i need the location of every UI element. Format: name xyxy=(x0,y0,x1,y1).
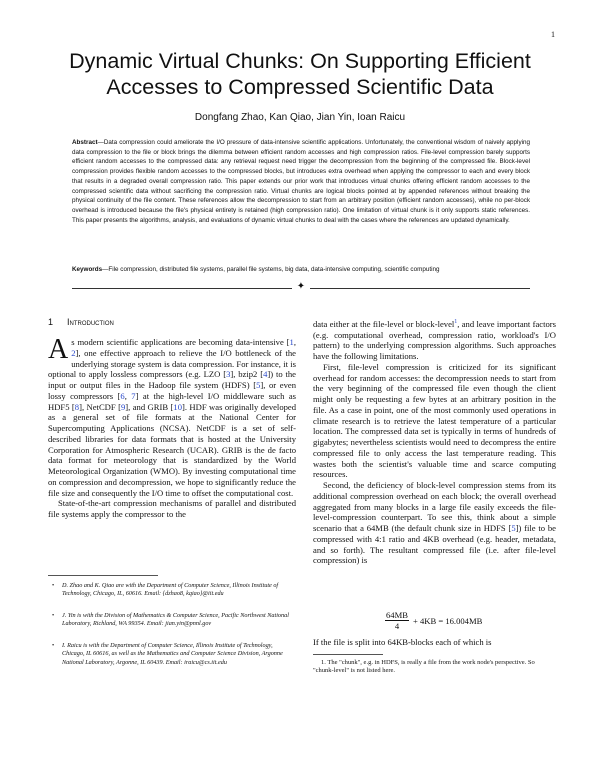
intro-paragraph-2: State-of-the-art compression mechanisms of parallel and distributed file systems apply the compressor to the xyxy=(48,498,296,519)
footnote xyxy=(313,659,556,676)
bullet-icon: • xyxy=(52,642,55,649)
affiliation-note xyxy=(52,642,296,667)
section-number: 1 xyxy=(48,317,54,327)
bullet-icon: • xyxy=(52,612,55,619)
equation-rest: + 4KB = 16.004MB xyxy=(412,615,483,626)
affiliation-text: I. Raicu is with the Department of Computer Science, Illinois Institute of Technology, Chicago, IL 60616, as well as the Mathematics and Computer Science Division, Argonne National Laboratory, Argonne, IL 60439. Email: iraicu@cs.iit.edu xyxy=(62,642,283,666)
abstract-text: —Data compression could ameliorate the I/O pressure of data-intensive scientific applications. Unfortunately, the conventional wisdom of naively applying data compression to the file or block brings the dilemma between efficient random accesses and high compression ratios. File-level compression barely supports efficient random accesses to the compressed data: any retrieval request need trigger the decompression from the beginning of the compressed file. Block-level compression provides flexible random accesses to the compressed blocks, but introduces extra overhead when applying the compressor to each and every block that results in a degraded overall compression ratio. This paper extends our prior work that introduces virtual chunks offering efficient random accesses to the compressed scientific data without sacrificing the compression ratio. Virtual chunks are logical blocks pointed at by appended references without breaking the physical continuity of the file content. These references allow the decompression to start from an arbitrary position (efficient random accesses), while no per-block overhead is introduced because the file's physical entirety is retained (high compression ratio). One limitation of virtual chunk is it only supports static references. This paper presents the algorithms, analysis, and evaluations of dynamic virtual chunks to deal with the cases where the references are updated dynamically. xyxy=(72,139,530,224)
section-title: Introduction xyxy=(67,317,114,327)
citation-link[interactable]: 6 xyxy=(120,390,125,401)
intro-p1-part: ], one effective approach to relieve the I/O bottleneck of the underlying storage system is data compression. For instance, it is optional to apply lossless compressors (e.g. LZO [ xyxy=(48,347,296,380)
citation-link[interactable]: 9 xyxy=(120,401,126,412)
abstract-label: Abstract xyxy=(72,139,98,146)
citation-link[interactable]: 5 xyxy=(256,380,261,390)
bullet-icon: • xyxy=(52,582,55,589)
equation-fraction xyxy=(385,610,409,631)
citation-link[interactable]: 8 xyxy=(74,401,80,412)
right-paragraph-2: First, file-level compression is criticized for its significant overhead for random accesses: the decompression needs to start from the very beginning of the compressed file even though the client might only be requesting a few bytes at an arbitrary position in the file. As a case in point, one of the most commonly used operations in climate research is to retrieve the latest temperature of a particular location. The compressed data set is typically in terms of hundreds of gigabytes; nevertheless scientists would need to decompress the entire compressed file to only access the last temperature reading. This wastes both the scientist's valuable time and scarce computing resources. xyxy=(313,361,556,480)
citation-link[interactable]: 2 xyxy=(71,347,76,358)
right-p3-text: ]) file to be compressed with 4:1 ratio and 4KB overhead (e.g. header, metadata, and so forth). The resultant compressed file (i.e. after file-level compression) is xyxy=(313,523,556,566)
equation-numerator: 64MB xyxy=(386,610,408,620)
footnote-rule xyxy=(48,575,158,576)
equation xyxy=(385,610,482,631)
citation-link[interactable]: 4 xyxy=(263,369,268,380)
intro-p1-part: , xyxy=(293,337,296,347)
author-list: Dongfang Zhao, Kan Qiao, Jian Yin, Ioan Raicu xyxy=(194,112,406,123)
intro-p1-part: ], or even lossy compressors [ xyxy=(48,380,296,401)
keywords-label: Keywords xyxy=(72,266,103,273)
citation-link[interactable]: 3 xyxy=(226,369,231,380)
right-footnote-rule xyxy=(313,654,383,655)
affiliation-text: J. Yin is with the Division of Mathematics & Computer Science, Pacific Northwest National Laboratory, Richland, WA 99354. Email: jian.yin@pnnl.gov xyxy=(62,612,289,628)
paper-title: Dynamic Virtual Chunks: On Supporting Efficient Accesses to Compressed Scientific Data xyxy=(69,49,531,99)
affiliation-note xyxy=(52,582,296,599)
intro-p1-part: ], bzip2 [ xyxy=(230,369,264,380)
intro-p1-part: ], NetCDF [ xyxy=(79,401,121,412)
keywords xyxy=(72,265,530,275)
divider-line-right xyxy=(310,288,530,289)
citation-link[interactable]: 10 xyxy=(173,401,182,412)
intro-p1-part: , xyxy=(124,390,132,401)
right-column xyxy=(313,317,556,566)
intro-paragraph-1 xyxy=(48,334,297,498)
intro-p1-part: s modern scientific applications are becoming data-intensive [ xyxy=(71,337,290,347)
intro-p1-part: ], and GRIB [ xyxy=(125,401,174,412)
intro-p1-part: ]. HDF was originally developed as a general set of file formats at the National Center for Supercomputing Applications (NCSA). NetCDF is a set of self-described libraries for data formats that is hosted at the University Corporation for Atmospheric Research (UCAR). GRIB is the de facto data format for meteorology that is standardized by the World Meteorological Organization (WMO). By investing computational time on compression and decompression, we hope to significantly reduce the file size and consequently the I/O time to offset the computational cost. xyxy=(48,401,297,498)
footnote-marker[interactable]: 1 xyxy=(454,319,458,325)
section-divider xyxy=(72,281,530,294)
citation-link[interactable]: 7 xyxy=(131,390,136,401)
right-p3-text: Second, the deficiency of block-level compression stems from its additional compression overhead on each block; the overall overhead aggregated from many blocks in a large file easily exceeds the file-level-compression counterpart. To see this, think about a simple scenario that a 64MB (the default chunk size in HDFS [ xyxy=(313,480,556,534)
right-p1-text: data either at the file-level or block-level xyxy=(313,318,455,329)
divider-diamond-icon: ✦ xyxy=(296,281,306,292)
section-heading xyxy=(48,317,114,327)
citation-link[interactable]: 1 xyxy=(289,337,294,347)
intro-p1-part: ] at the high-level I/O middleware such as HDF5 [ xyxy=(48,390,297,412)
intro-p1-part: ]) to the input or output files in the Hadoop file system (HDFS) [ xyxy=(48,369,296,390)
equation-denominator: 4 xyxy=(394,621,400,631)
right-paragraph-1 xyxy=(313,317,556,362)
affiliation-note xyxy=(52,612,296,629)
right-p4-text: If the file is split into 64KB-blocks each of which is xyxy=(313,637,492,647)
affiliation-text: D. Zhao and K. Qiao are with the Department of Computer Science, Illinois Institute of Technology, Chicago, IL, 60616. Email: {dzhao8, kqiao}@iit.edu xyxy=(62,582,279,598)
right-paragraph-3 xyxy=(313,480,556,566)
drop-cap: A xyxy=(48,334,69,365)
right-paragraph-4 xyxy=(313,637,556,648)
footnote-text: . The "chunk", e.g. in HDFS, is really a file from the work node's perspective. So "chunk-level" is not listed here. xyxy=(313,659,535,675)
abstract xyxy=(72,138,530,225)
divider-line-left xyxy=(72,288,292,289)
page-number: 1 xyxy=(551,30,555,39)
right-p1-text: , and leave important factors (e.g. computational overhead, compression ratio, workload's I/O pattern) to the underlying compression algorithms. Such approaches have the following limitations. xyxy=(313,318,557,362)
left-column xyxy=(48,334,297,520)
footnote-number: 1 xyxy=(321,659,325,666)
keywords-text: —File compression, distributed file systems, parallel file systems, big data, data-intensive computing, scientific computing xyxy=(102,266,440,273)
citation-link[interactable]: 5 xyxy=(511,523,516,534)
